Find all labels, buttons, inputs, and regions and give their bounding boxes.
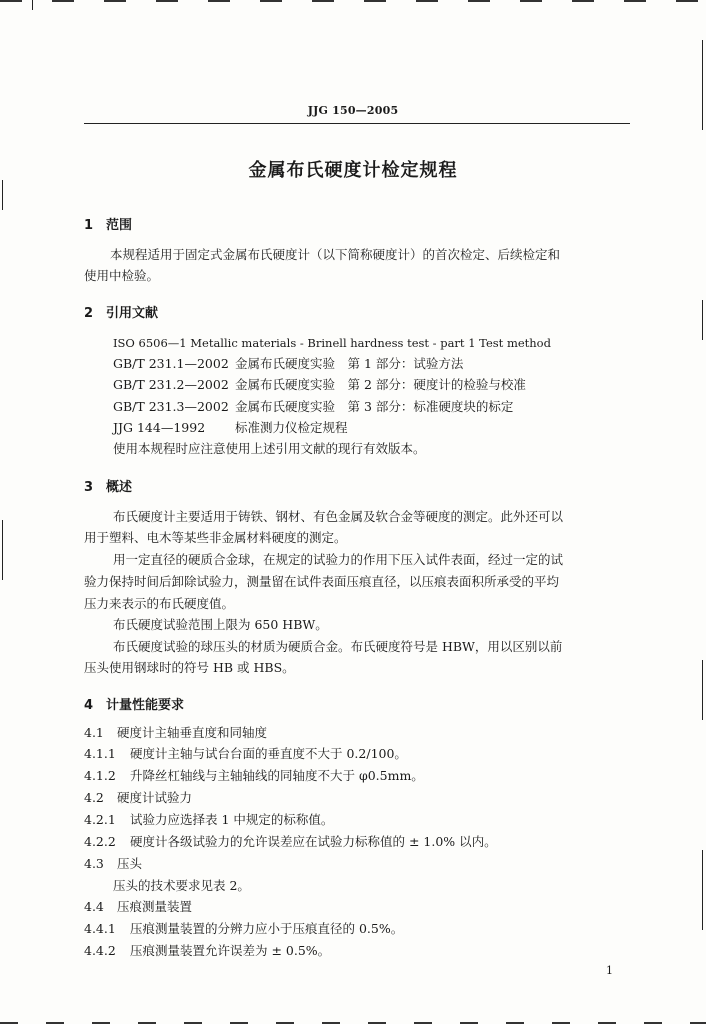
reference-title: 金属布氏硬度实验 第 3 部分：标准硬度块的标定 [235, 399, 514, 414]
clause-line [113, 878, 250, 894]
clause-number: 4.1.2 [84, 768, 116, 783]
standard-code: JJG 150—2005 [307, 104, 399, 117]
paragraph-line: 布氏硬度试验范围上限为 650 HBW。 [113, 617, 328, 632]
reference-item [113, 420, 348, 436]
section-title: 范围 [106, 218, 133, 233]
clause-line [84, 790, 192, 806]
document-title: 金属布氏硬度计检定规程 [248, 160, 458, 181]
clause-text: 压头的技术要求见表 2。 [113, 878, 250, 893]
section-heading [84, 302, 158, 321]
reference-item [113, 356, 463, 372]
scan-mark [2, 520, 3, 580]
section-number: 4 [84, 698, 94, 713]
paragraph-line: 用于塑料、电木等某些非金属材料硬度的测定。 [84, 530, 347, 545]
paragraph-line: 压力来表示的布氏硬度值。 [84, 596, 235, 611]
clause-text: 压痕测量装置的分辨力应小于压痕直径的 0.5%。 [130, 921, 404, 936]
header-rule [84, 123, 630, 124]
clause-number: 4.4.2 [84, 943, 116, 958]
reference-iso: ISO 6506—1 Metallic materials - Brinell hardness test - part 1 Test method [113, 336, 551, 350]
reference-code: GB/T 231.1—2002 [113, 356, 229, 371]
clause-number: 4.4 [84, 899, 104, 914]
reference-title: 金属布氏硬度实验 第 1 部分：试验方法 [235, 356, 464, 371]
section-title: 计量性能要求 [106, 698, 185, 713]
clause-text: 硬度计主轴垂直度和同轴度 [117, 725, 268, 740]
paragraph-line: 验力保持时间后卸除试验力，测量留在试件表面压痕直径，以压痕表面积所承受的平均 [84, 574, 560, 589]
scan-mark [32, 0, 33, 10]
reference-title: 标准测力仪检定规程 [235, 420, 348, 435]
paragraph-line: 布氏硬度试验的球压头的材质为硬质合金。布氏硬度符号是 HBW，用以区别以前 [113, 639, 563, 654]
clause-number: 4.3 [84, 856, 104, 871]
section-number: 3 [84, 480, 94, 495]
scan-mark [702, 850, 703, 930]
section-number: 1 [84, 218, 94, 233]
reference-code: GB/T 231.2—2002 [113, 377, 229, 392]
clause-line [84, 834, 497, 850]
clause-number: 4.2.1 [84, 812, 116, 827]
clause-number: 4.2.2 [84, 834, 116, 849]
section-title: 概述 [106, 480, 133, 495]
scan-top-edge [0, 0, 706, 2]
reference-code: GB/T 231.3—2002 [113, 399, 229, 414]
clause-line [84, 899, 192, 915]
clause-number: 4.1.1 [84, 746, 116, 761]
section-number: 2 [84, 306, 94, 321]
paragraph-line: 用一定直径的硬质合金球，在规定的试验力的作用下压入试件表面，经过一定的试 [113, 552, 564, 567]
clause-line [84, 856, 142, 872]
section-heading [84, 214, 132, 233]
clause-line [84, 921, 403, 937]
section-title: 引用文献 [106, 306, 159, 321]
paragraph-line: 本规程适用于固定式金属布氏硬度计（以下简称硬度计）的首次检定、后续检定和 [110, 247, 561, 262]
paragraph-line: 使用中检验。 [84, 268, 160, 283]
clause-line [84, 725, 267, 741]
paragraph-line: 使用本规程时应注意使用上述引用文献的现行有效版本。 [113, 441, 426, 456]
reference-title: 金属布氏硬度实验 第 2 部分：硬度计的检验与校准 [235, 377, 526, 392]
clause-line [84, 768, 424, 784]
clause-text: 压痕测量装置允许误差为 ± 0.5%。 [130, 943, 331, 958]
reference-item [113, 399, 513, 415]
paragraph-line: 布氏硬度计主要适用于铸铁、钢材、有色金属及软合金等硬度的测定。此外还可以 [113, 509, 564, 524]
clause-text: 升降丝杠轴线与主轴轴线的同轴度不大于 φ0.5mm。 [130, 768, 424, 783]
section-heading [84, 476, 132, 495]
clause-line [84, 812, 333, 828]
clause-number: 4.1 [84, 725, 104, 740]
clause-text: 硬度计各级试验力的允许误差应在试验力标称值的 ± 1.0% 以内。 [130, 834, 497, 849]
page-number: 1 [606, 964, 613, 977]
reference-code: JJG 144—1992 [113, 420, 206, 435]
clause-text: 压痕测量装置 [117, 899, 193, 914]
scan-mark [702, 300, 703, 340]
scan-mark [702, 660, 703, 720]
reference-item [113, 377, 526, 393]
clause-line [84, 943, 330, 959]
clause-text: 硬度计主轴与试台台面的垂直度不大于 0.2/100。 [130, 746, 407, 761]
clause-text: 硬度计试验力 [117, 790, 193, 805]
clause-text: 试验力应选择表 1 中规定的标称值。 [130, 812, 334, 827]
clause-line [84, 746, 407, 762]
clause-number: 4.4.1 [84, 921, 116, 936]
scan-mark [2, 180, 3, 210]
paragraph-line: 压头使用钢球时的符号 HB 或 HBS。 [84, 660, 295, 675]
clause-text: 压头 [117, 856, 143, 871]
section-heading [84, 694, 184, 713]
clause-number: 4.2 [84, 790, 104, 805]
